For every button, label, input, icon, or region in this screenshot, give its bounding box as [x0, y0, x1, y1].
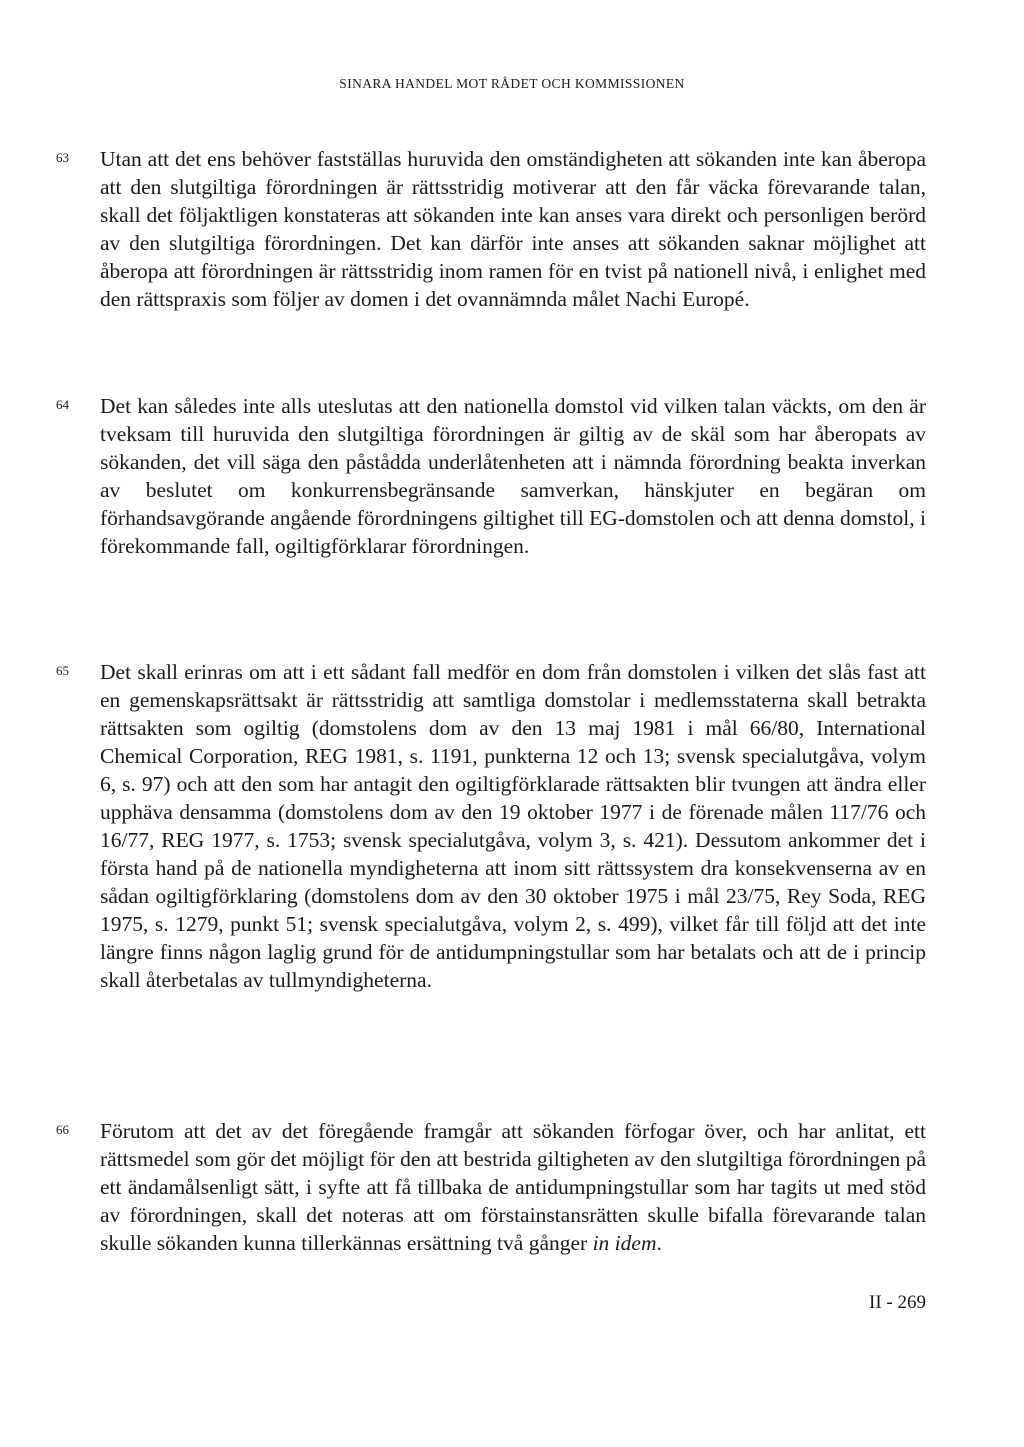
running-header: SINARA HANDEL MOT RÅDET OCH KOMMISSIONEN [339, 76, 685, 91]
paragraph-64 [56, 392, 926, 560]
paragraph-text: Det skall erinras om att i ett sådant fall medför en dom från domstolen i vilken det slås fast att en gemenskapsrättsakt är rättsstridig att samtliga domstolar i medlemsstaterna skall betrakta rättsakten som ogiltig (domstolens dom av den 13 maj 1981 i mål 66/80, International Chemical Corporation, REG 1981, s. 1191, punkterna 12 och 13; svensk specialutgåva, volym 6, s. 97) och att den som har antagit den ogiltigförklarade rättsakten blir tvungen att ändra eller upphäva densamma (domstolens dom av den 19 oktober 1977 i de förenade målen 117/76 och 16/77, REG 1977, s. 1753; svensk specialutgåva, volym 3, s. 421). Dessutom ankommer det i första hand på de nationella myndigheterna att inom sitt rättssystem dra konsekvenserna av en sådan ogiltigförklaring (domstolens dom av den 30 oktober 1975 i mål 23/75, Rey Soda, REG 1975, s. 1279, punkt 51; svensk specialutgåva, volym 2, s. 499), vilket får till följd att det inte längre finns någon laglig grund för de antidumpningstullar som har betalats och att de i princip skall återbetalas av tullmyndigheterna. [100, 660, 926, 992]
paragraph-number: 64 [56, 397, 69, 412]
paragraph-63 [56, 145, 926, 313]
page-number: II - 269 [869, 1292, 926, 1313]
latin-phrase: in idem [592, 1231, 657, 1255]
sentence-end: . [656, 1231, 662, 1255]
paragraph-66 [56, 1117, 926, 1257]
paragraph-text: Utan att det ens behöver fastställas huruvida den omständigheten att sökanden inte kan åberopa att den slutgiltiga förordningen är rättsstridig motiverar att den får väcka förevarande talan, skall det följaktligen konstateras att sökanden inte kan anses vara direkt och personligen berörd av den slutgiltiga förordningen. Det kan därför inte anses att sökanden saknar möjlighet att åberopa att förordningen är rättsstridig inom ramen för en tvist på nationell nivå, i enlighet med den rättspraxis som följer av domen i det ovannämnda målet Nachi Europé. [100, 147, 926, 311]
paragraph-number: 66 [56, 1122, 69, 1137]
paragraph-number: 63 [56, 150, 69, 165]
paragraph-text: Det kan således inte alls uteslutas att den nationella domstol vid vilken talan väckts, om den är tveksam till huruvida den slutgiltiga förordningen är giltig av de skäl som har åberopats av sökanden, det vill säga den påstådda underlåtenheten att i nämnda förordning beakta inverkan av beslutet om konkurrensbegränsande samverkan, hänskjuter en begäran om förhandsavgörande angående förordningens giltighet till EG-domstolen och att denna domstol, i förekommande fall, ogiltigförklarar förordningen. [100, 394, 926, 558]
paragraph-65 [56, 658, 926, 994]
paragraph-number: 65 [56, 663, 69, 678]
paragraph-text [100, 1117, 926, 1257]
paragraph-text-main: Förutom att det av det föregående framgår att sökanden förfogar över, och har anlitat, ett rättsmedel som gör det möjligt för den att bestrida giltigheten av den slutgiltiga förordningen på ett ändamålsenligt sätt, i syfte att få tillbaka de antidumpningstullar som har tagits ut med stöd av förordningen, skall det noteras att om förstainstansrätten skulle bifalla förevarande talan skulle sökanden kunna tillerkännas ersättning två gånger [100, 1119, 926, 1255]
